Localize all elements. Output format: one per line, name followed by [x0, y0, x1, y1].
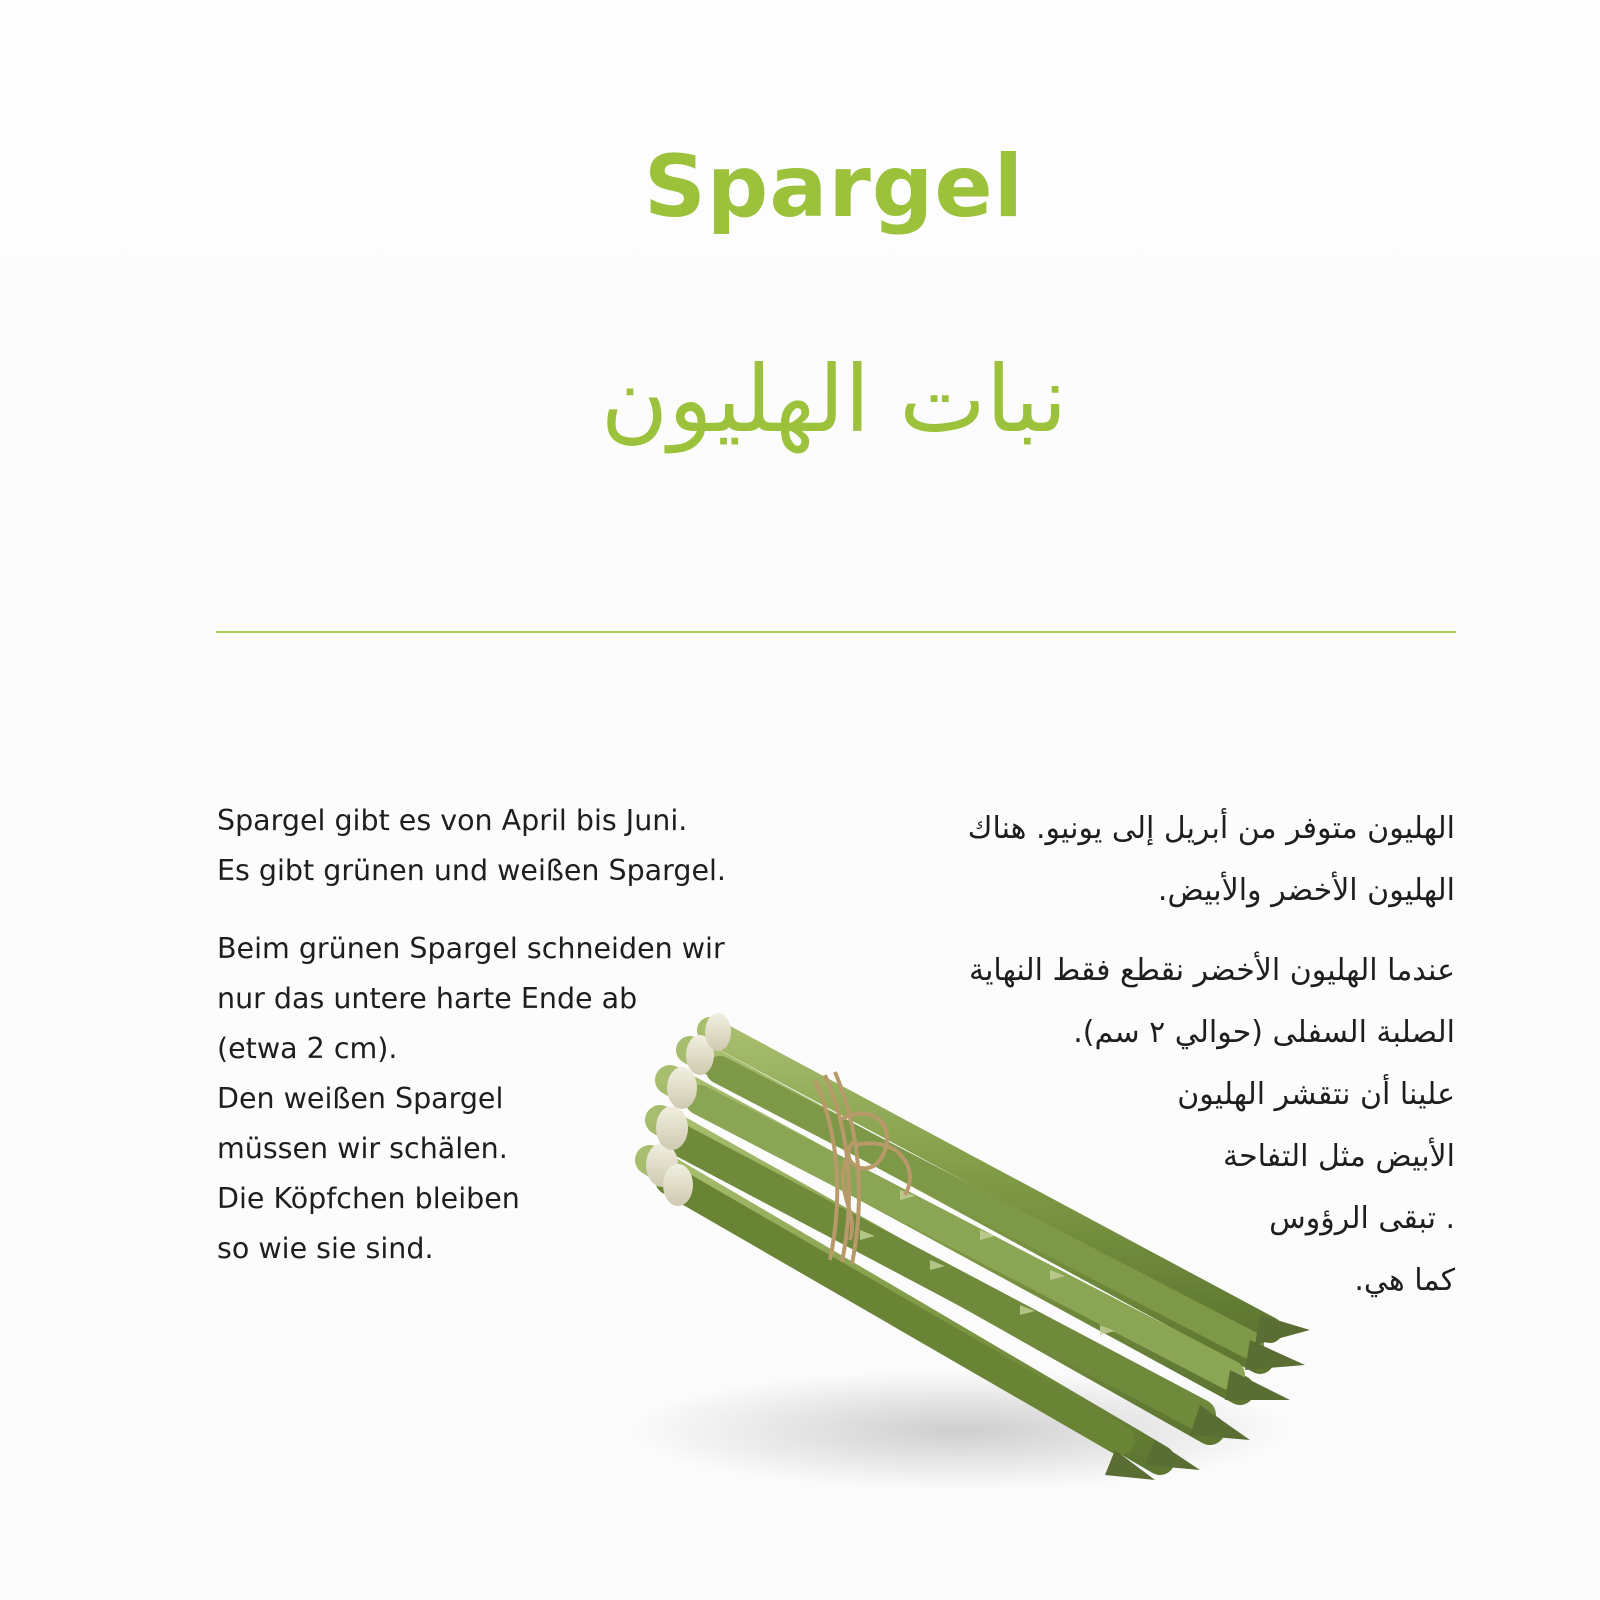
page-title-german: Spargel: [643, 137, 1025, 237]
german-line: Beim grünen Spargel schneiden wir: [217, 932, 725, 965]
german-line: so wie sie sind.: [217, 1232, 434, 1265]
arabic-text-block: [895, 798, 1455, 1312]
german-line: nur das untere harte Ende ab: [217, 982, 638, 1015]
page-title-arabic: نبات الهليون: [600, 346, 1068, 453]
arabic-line: كما هي.: [1354, 1263, 1455, 1298]
arabic-line: الهليون متوفر من أبريل إلى يونيو. هناك: [967, 811, 1455, 846]
german-line: Es gibt grünen und weißen Spargel.: [217, 854, 726, 887]
german-line: Den weißen Spargel: [217, 1082, 504, 1115]
arabic-line: الهليون الأخضر والأبيض.: [1157, 873, 1455, 908]
german-line: Spargel gibt es von April bis Juni.: [217, 804, 688, 837]
arabic-line: الأبيض مثل التفاحة: [1223, 1139, 1455, 1174]
arabic-line: عندما الهليون الأخضر نقطع فقط النهاية: [969, 953, 1455, 988]
arabic-line: علينا أن نتقشر الهليون: [1177, 1077, 1455, 1112]
arabic-line: الصلبة السفلى (حوالي ٢ سم).: [1073, 1015, 1455, 1050]
german-line: müssen wir schälen.: [217, 1132, 508, 1165]
german-line: (etwa 2 cm).: [217, 1032, 398, 1065]
section-divider: [216, 631, 1456, 633]
arabic-line: . تبقى الرؤوس: [1269, 1201, 1455, 1236]
german-line: Die Köpfchen bleiben: [217, 1182, 520, 1215]
